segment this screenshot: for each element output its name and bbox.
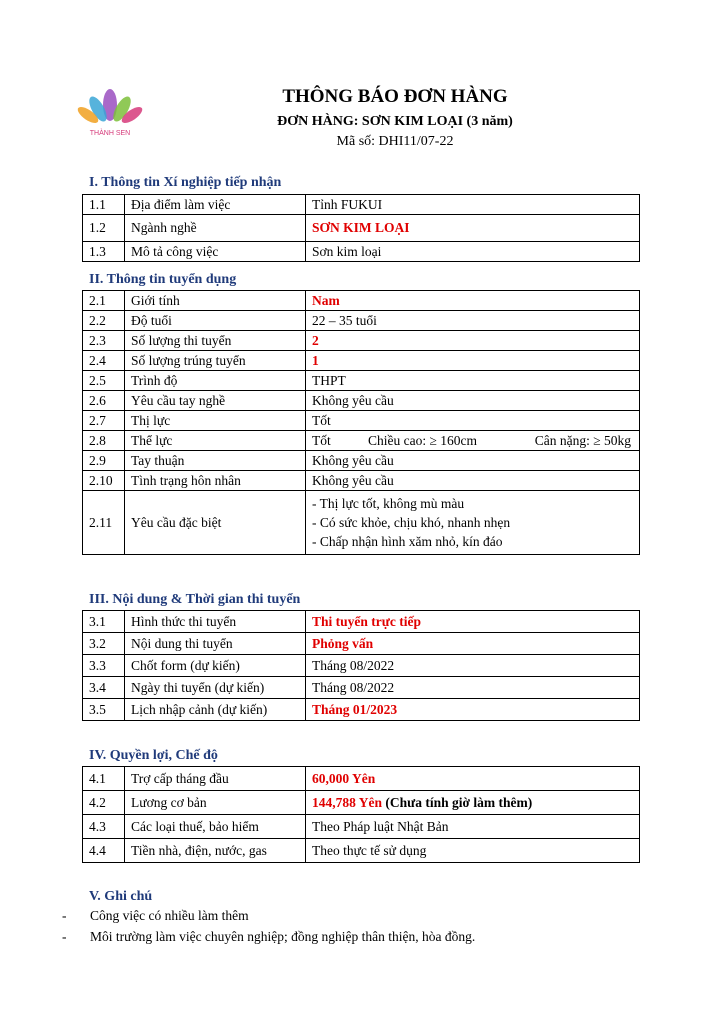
row-value: Không yêu cầu xyxy=(306,391,640,411)
row-num: 2.3 xyxy=(83,331,125,351)
row-label: Yêu cầu tay nghề xyxy=(125,391,306,411)
table-row xyxy=(83,491,640,555)
table-row xyxy=(83,791,640,815)
row-value: Thi tuyển trực tiếp xyxy=(306,611,640,633)
row-value: Sơn kim loại xyxy=(306,242,640,262)
row-label: Lịch nhập cảnh (dự kiến) xyxy=(125,699,306,721)
table-row xyxy=(83,331,640,351)
section-title-1: I. Thông tin Xí nghiệp tiếp nhận xyxy=(89,175,282,190)
row-value: 22 – 35 tuổi xyxy=(306,311,640,331)
row-num: 1.3 xyxy=(83,242,125,262)
row-num: 2.2 xyxy=(83,311,125,331)
row-label: Thể lực xyxy=(125,431,306,451)
row-value: Tháng 08/2022 xyxy=(306,677,640,699)
table-section-3 xyxy=(82,610,640,721)
requirement-line: - Chấp nhận hình xăm nhỏ, kín đáo xyxy=(312,534,503,549)
row-label: Trợ cấp tháng đầu xyxy=(125,767,306,791)
row-label: Chốt form (dự kiến) xyxy=(125,655,306,677)
row-num: 3.5 xyxy=(83,699,125,721)
row-label: Độ tuổi xyxy=(125,311,306,331)
row-num: 4.4 xyxy=(83,839,125,863)
row-num: 1.2 xyxy=(83,215,125,242)
row-value: Tỉnh FUKUI xyxy=(306,195,640,215)
row-value: Không yêu cầu xyxy=(306,471,640,491)
row-value: Phỏng vấn xyxy=(306,633,640,655)
row-value: Theo thực tế sử dụng xyxy=(306,839,640,863)
row-value: Nam xyxy=(306,291,640,311)
requirement-line: - Có sức khỏe, chịu khó, nhanh nhẹn xyxy=(312,515,511,530)
row-value: SƠN KIM LOẠI xyxy=(306,215,640,242)
row-num: 2.7 xyxy=(83,411,125,431)
row-value: 1 xyxy=(306,351,640,371)
requirement-line: - Thị lực tốt, không mù màu xyxy=(312,496,465,511)
weight-requirement: Cân nặng: ≥ 50kg xyxy=(534,433,631,448)
table-row xyxy=(83,391,640,411)
row-label: Tay thuận xyxy=(125,451,306,471)
table-row xyxy=(83,655,640,677)
row-num: 3.1 xyxy=(83,611,125,633)
row-value: Theo Pháp luật Nhật Bản xyxy=(306,815,640,839)
note-text: Công việc có nhiều làm thêm xyxy=(90,908,249,923)
row-num: 4.1 xyxy=(83,767,125,791)
row-label: Thị lực xyxy=(125,411,306,431)
row-label: Ngành nghề xyxy=(125,215,306,242)
row-value: Không yêu cầu xyxy=(306,451,640,471)
row-value: 2 xyxy=(306,331,640,351)
table-row xyxy=(83,677,640,699)
row-value: Tháng 08/2022 xyxy=(306,655,640,677)
row-label: Số lượng trúng tuyển xyxy=(125,351,306,371)
table-section-4 xyxy=(82,766,640,863)
company-logo xyxy=(68,83,152,139)
row-num: 2.11 xyxy=(83,491,125,555)
row-num: 2.9 xyxy=(83,451,125,471)
row-label: Mô tả công việc xyxy=(125,242,306,262)
row-num: 2.5 xyxy=(83,371,125,391)
section-title-2: II. Thông tin tuyển dụng xyxy=(89,272,237,287)
bullet: - xyxy=(62,908,67,923)
row-label: Yêu cầu đặc biệt xyxy=(125,491,306,555)
table-section-1 xyxy=(82,194,640,262)
row-label: Tình trạng hôn nhân xyxy=(125,471,306,491)
table-row xyxy=(83,431,640,451)
row-num: 2.6 xyxy=(83,391,125,411)
table-row xyxy=(83,311,640,331)
section-title-3: III. Nội dung & Thời gian thi tuyển xyxy=(89,592,301,607)
table-row xyxy=(83,815,640,839)
row-label: Giới tính xyxy=(125,291,306,311)
physical-value: Tốt xyxy=(312,432,331,448)
row-value: Tháng 01/2023 xyxy=(306,699,640,721)
row-label: Tiền nhà, điện, nước, gas xyxy=(125,839,306,863)
row-value: Tốt xyxy=(306,411,640,431)
special-requirements xyxy=(306,491,640,555)
row-label: Số lượng thi tuyển xyxy=(125,331,306,351)
table-row xyxy=(83,371,640,391)
table-row xyxy=(83,215,640,242)
row-num: 1.1 xyxy=(83,195,125,215)
row-label: Địa điểm làm việc xyxy=(125,195,306,215)
row-label: Lương cơ bản xyxy=(125,791,306,815)
order-code: Mã số: DHI11/07-22 xyxy=(336,134,454,149)
row-num: 4.3 xyxy=(83,815,125,839)
lotus-icon xyxy=(68,83,152,139)
table-row xyxy=(83,767,640,791)
row-value: 60,000 Yên xyxy=(306,767,640,791)
row-label: Hình thức thi tuyển xyxy=(125,611,306,633)
table-row xyxy=(83,242,640,262)
table-row xyxy=(83,699,640,721)
row-num: 2.1 xyxy=(83,291,125,311)
row-label: Ngày thi tuyển (dự kiến) xyxy=(125,677,306,699)
row-num: 4.2 xyxy=(83,791,125,815)
row-label: Nội dung thi tuyển xyxy=(125,633,306,655)
salary-value: 144,788 Yên xyxy=(312,794,382,810)
table-row xyxy=(83,195,640,215)
table-row xyxy=(83,471,640,491)
row-value: THPT xyxy=(306,371,640,391)
table-row xyxy=(83,633,640,655)
page-title: THÔNG BÁO ĐƠN HÀNG xyxy=(282,86,508,107)
row-num: 2.10 xyxy=(83,471,125,491)
height-requirement: Chiều cao: ≥ 160cm xyxy=(368,433,478,448)
row-num: 3.3 xyxy=(83,655,125,677)
bullet: - xyxy=(62,929,67,944)
row-num: 2.4 xyxy=(83,351,125,371)
section-title-5: V. Ghi chú xyxy=(89,889,153,904)
table-row xyxy=(83,451,640,471)
logo-text: THÀNH SEN xyxy=(89,130,131,137)
table-row xyxy=(83,839,640,863)
salary-note: (Chưa tính giờ làm thêm) xyxy=(382,794,533,810)
table-row xyxy=(83,411,640,431)
row-label: Các loại thuế, bảo hiểm xyxy=(125,815,306,839)
section-title-4: IV. Quyền lợi, Chế độ xyxy=(89,748,218,763)
table-section-2 xyxy=(82,290,640,555)
table-row xyxy=(83,611,640,633)
page-subtitle: ĐƠN HÀNG: SƠN KIM LOẠI (3 năm) xyxy=(277,114,513,129)
table-row xyxy=(83,291,640,311)
row-label: Trình độ xyxy=(125,371,306,391)
row-value xyxy=(306,791,640,815)
table-row xyxy=(83,351,640,371)
row-num: 3.4 xyxy=(83,677,125,699)
row-value-physical xyxy=(306,431,640,451)
row-num: 2.8 xyxy=(83,431,125,451)
row-num: 3.2 xyxy=(83,633,125,655)
note-text: Môi trường làm việc chuyên nghiệp; đồng nghiệp thân thiện, hòa đồng. xyxy=(90,929,476,944)
